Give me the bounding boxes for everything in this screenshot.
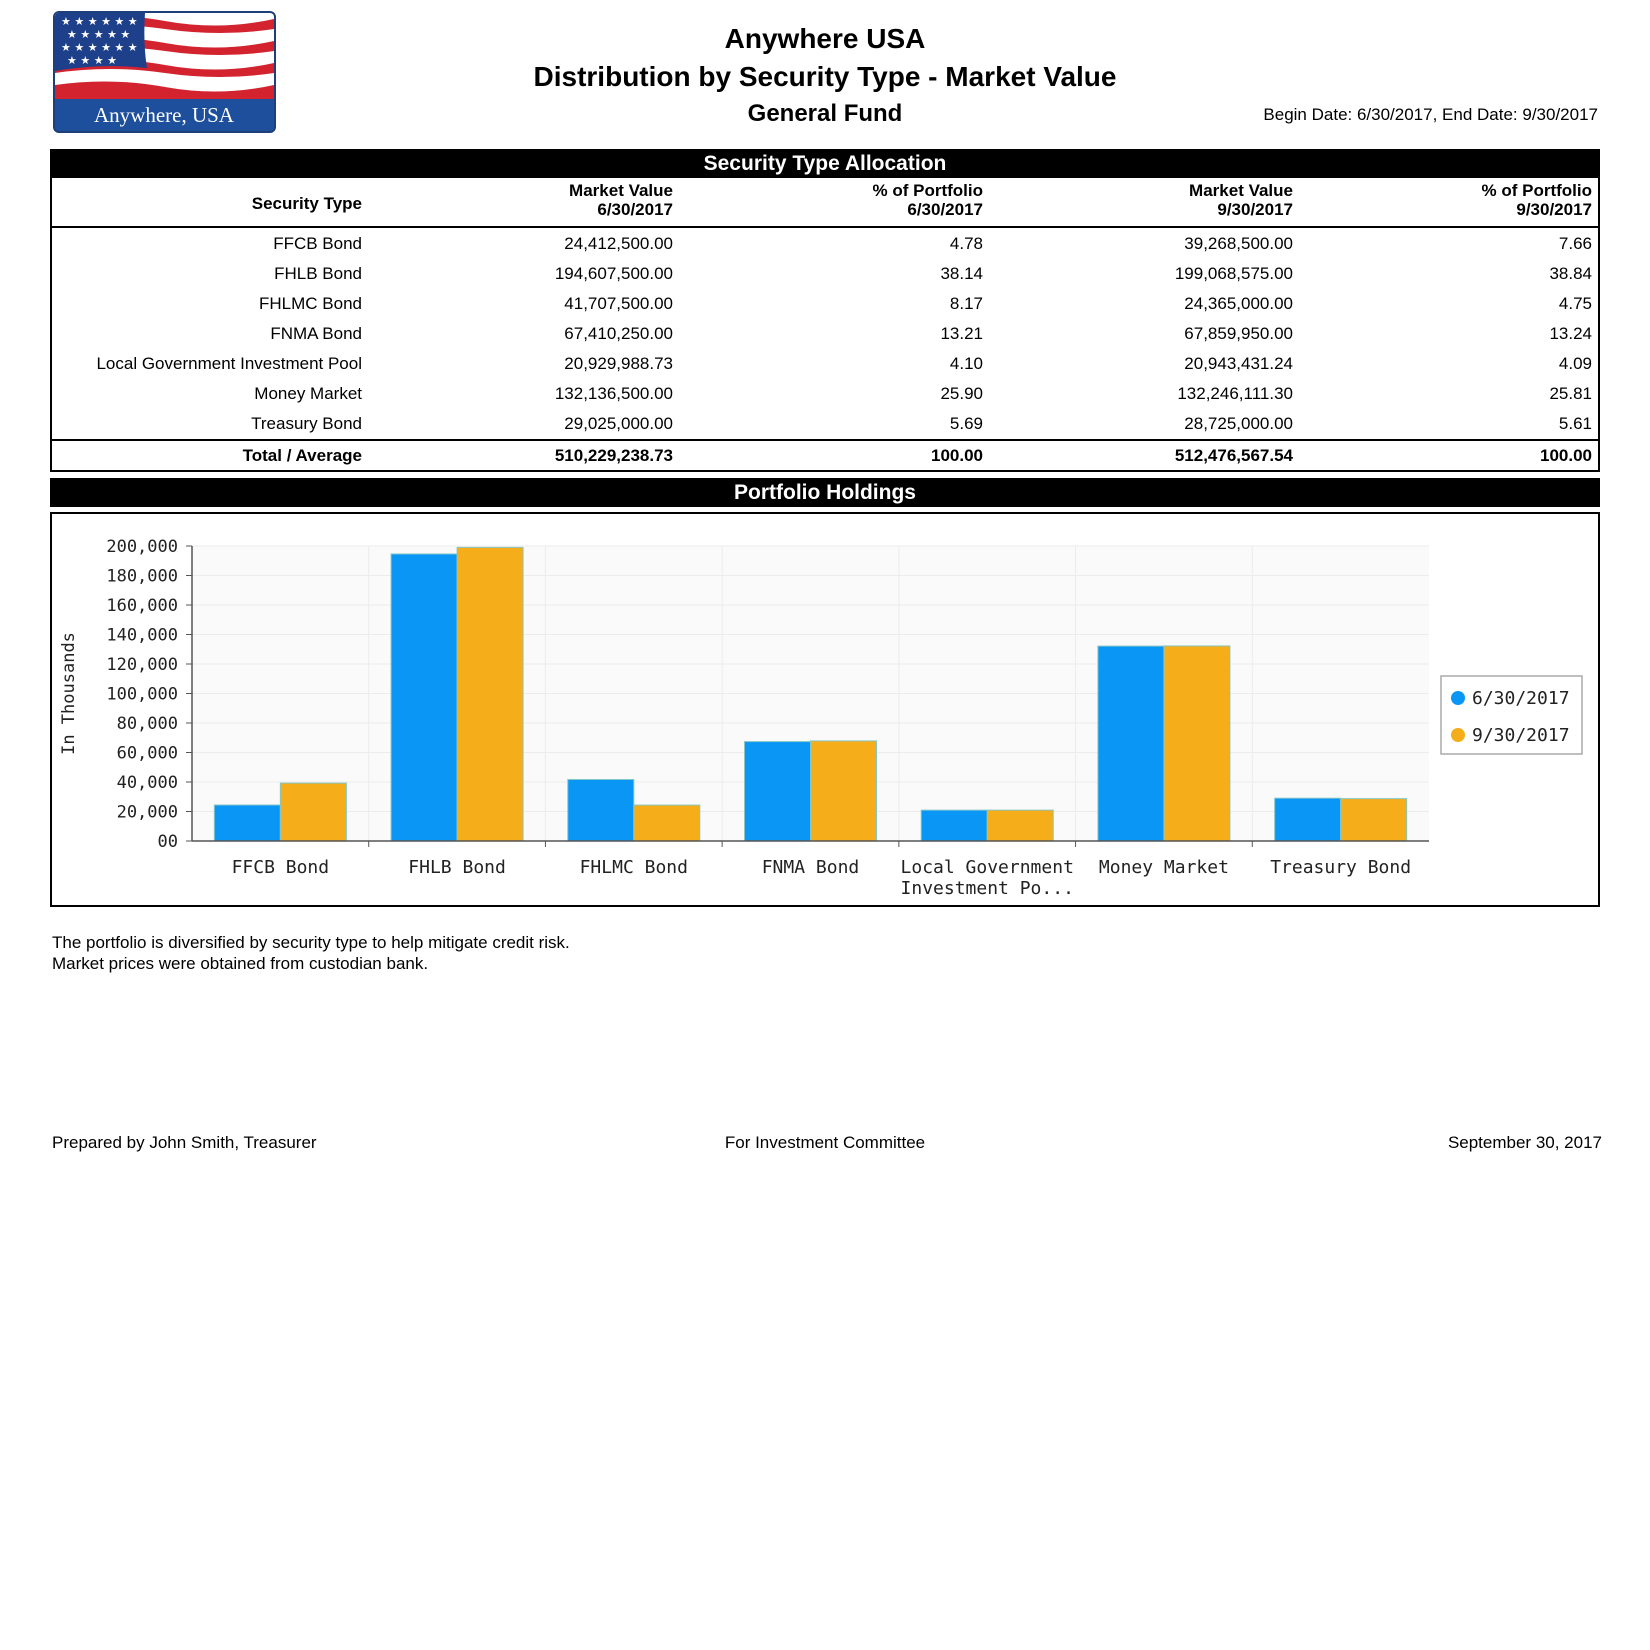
y-tick-label: 00 <box>157 832 178 852</box>
bar-chart-svg <box>52 514 1598 905</box>
allocation-table <box>50 178 1600 472</box>
svg-text:★ ★ ★ ★ ★ ★: ★ ★ ★ ★ ★ ★ <box>61 15 138 28</box>
fund-name: General Fund <box>747 100 903 127</box>
bar <box>811 741 877 841</box>
bar <box>1275 798 1341 841</box>
y-tick-label: 160,000 <box>106 596 178 616</box>
bar <box>1164 646 1230 841</box>
x-category-label: Investment Po... <box>900 878 1074 899</box>
svg-text:★ ★ ★ ★ ★ ★: ★ ★ ★ ★ ★ ★ <box>61 41 138 54</box>
table-row: FFCB Bond 24,412,500.00 4.78 39,268,500.00 7.66 <box>273 234 1592 253</box>
bar <box>987 810 1053 841</box>
bar <box>745 742 811 841</box>
footer-prepared-by: Prepared by John Smith, Treasurer <box>52 1133 317 1152</box>
x-category-label: FFCB Bond <box>231 857 330 878</box>
holdings-section-header: Portfolio Holdings <box>50 478 1600 507</box>
y-tick-label: 40,000 <box>116 773 178 793</box>
y-axis-title: In Thousands <box>59 632 79 755</box>
footnote-diversification: The portfolio is diversified by security type to help mitigate credit risk. <box>52 933 570 952</box>
date-range: Begin Date: 6/30/2017, End Date: 9/30/2017 <box>1263 105 1598 124</box>
y-tick-label: 200,000 <box>106 537 178 557</box>
legend-marker <box>1451 691 1465 705</box>
report-title: Distribution by Security Type - Market Value <box>533 61 1117 92</box>
column-header-market-value-1: Market Value 6/30/2017 <box>569 181 673 219</box>
column-header-security-type: Security Type <box>251 194 362 213</box>
bar <box>280 783 346 841</box>
y-tick-label: 80,000 <box>116 714 178 734</box>
x-category-label: FHLB Bond <box>408 857 506 878</box>
logo-caption: Anywhere, USA <box>94 103 234 127</box>
table-row: FHLB Bond 194,607,500.00 38.14 199,068,575.00 38.84 <box>274 264 1592 283</box>
table-row: Local Government Investment Pool 20,929,988.73 4.10 20,943,431.24 4.09 <box>96 354 1592 373</box>
table-row: Money Market 132,136,500.00 25.90 132,246,111.30 25.81 <box>254 384 1592 403</box>
x-category-label: Treasury Bond <box>1270 857 1412 878</box>
footnote-market-prices: Market prices were obtained from custodian bank. <box>52 954 429 973</box>
y-tick-label: 120,000 <box>106 655 178 675</box>
table-header-row <box>52 178 1598 228</box>
table-row: Treasury Bond 29,025,000.00 5.69 28,725,000.00 5.61 <box>251 414 1592 433</box>
x-category-label: FHLMC Bond <box>579 857 688 878</box>
svg-text:★ ★ ★ ★ ★: ★ ★ ★ ★ ★ <box>67 28 131 41</box>
portfolio-holdings-chart <box>50 512 1600 907</box>
bar <box>391 554 457 841</box>
y-tick-label: 100,000 <box>106 684 178 705</box>
footer-audience: For Investment Committee <box>724 1133 926 1152</box>
legend-marker <box>1451 728 1465 742</box>
y-tick-label: 20,000 <box>116 802 178 823</box>
organization-name: Anywhere USA <box>724 23 926 54</box>
table-row: FHLMC Bond 41,707,500.00 8.17 24,365,000.00 4.75 <box>259 294 1592 313</box>
y-tick-label: 140,000 <box>106 625 178 646</box>
bar <box>1341 799 1407 841</box>
footer-date: September 30, 2017 <box>1447 1133 1602 1152</box>
y-tick-label: 180,000 <box>106 566 178 587</box>
legend-label: 9/30/2017 <box>1472 725 1570 746</box>
legend-label: 6/30/2017 <box>1472 688 1570 709</box>
y-tick-label: 60,000 <box>116 743 178 764</box>
bar <box>921 810 987 841</box>
bar <box>568 779 634 841</box>
column-header-market-value-2: Market Value 9/30/2017 <box>1189 181 1293 219</box>
bar <box>457 547 523 841</box>
svg-text:★ ★ ★ ★: ★ ★ ★ ★ <box>67 54 117 67</box>
table-row: FNMA Bond 67,410,250.00 13.21 67,859,950.00 13.24 <box>270 324 1592 343</box>
total-row: Total / Average 510,229,238.73 100.00 512,476,567.54 100.00 <box>52 439 1598 471</box>
bar <box>634 805 700 841</box>
x-category-label: Money Market <box>1098 857 1229 878</box>
bar <box>214 805 280 841</box>
x-category-label: Local Government <box>900 857 1074 878</box>
bar <box>1098 646 1164 841</box>
allocation-section-header: Security Type Allocation <box>50 149 1600 178</box>
column-header-pct-1: % of Portfolio 6/30/2017 <box>872 181 983 219</box>
column-header-pct-2: % of Portfolio 9/30/2017 <box>1481 181 1592 219</box>
x-category-label: FNMA Bond <box>761 857 860 878</box>
